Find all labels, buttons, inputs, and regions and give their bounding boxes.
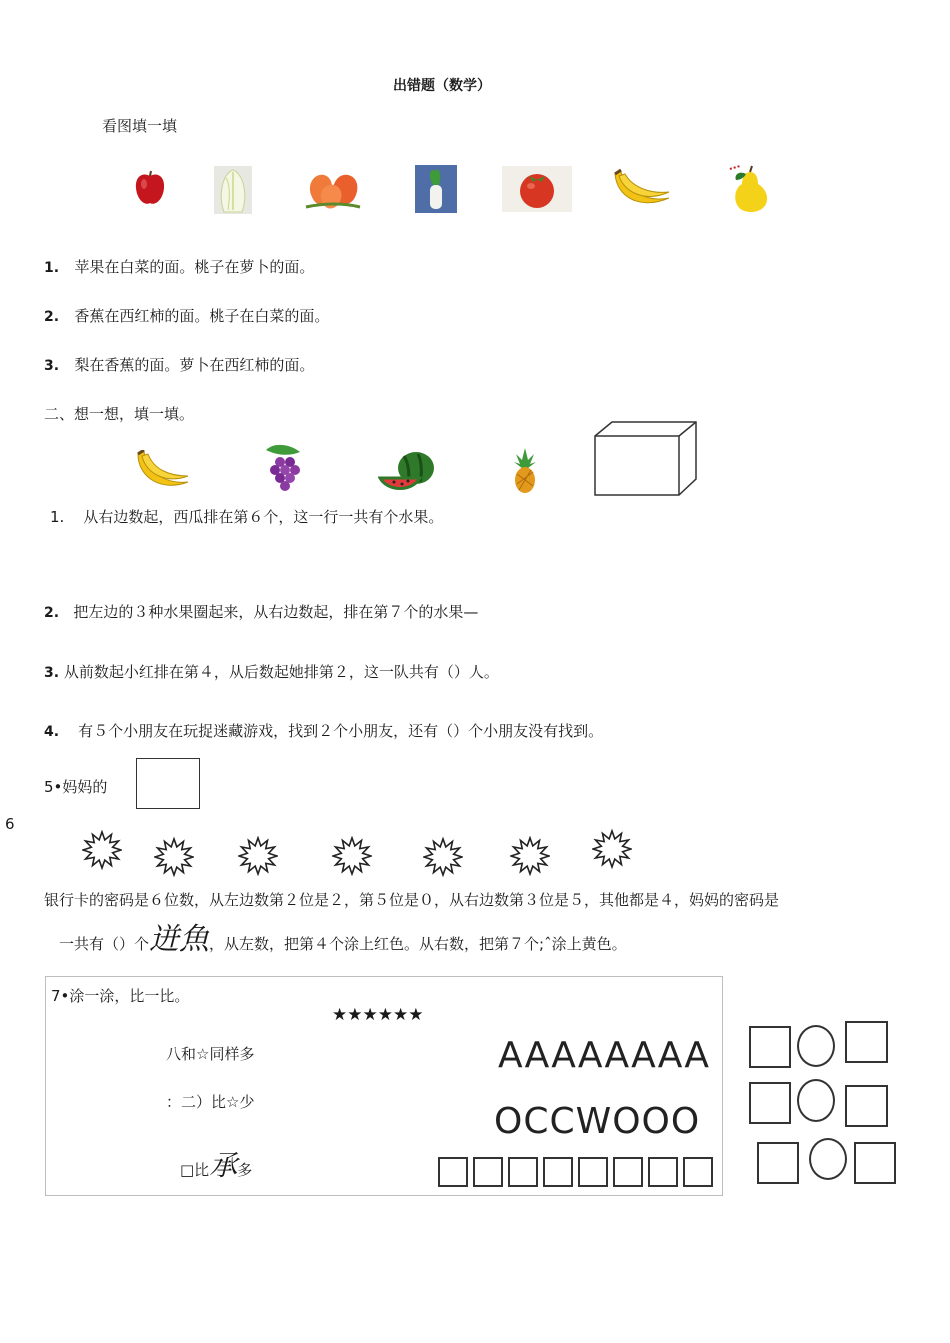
s2-q4: 4. 有５个小朋友在玩捉迷藏游戏，找到２个小朋友，还有（）个小朋友没有找到。 [44,722,604,740]
answer-box[interactable] [136,758,200,809]
grapes-image [260,442,314,496]
circle-shape [797,1079,835,1122]
section7-box [45,976,723,1196]
starburst-icon [332,836,372,880]
section7-heading: 7•涂一涂，比一比。 [51,987,190,1005]
s2-q6-line: 一共有（）个迸魚，从左数，把第４个涂上红色。从右数，把第７个;ˆ涂上黄色。 [59,922,627,957]
answer-square[interactable] [683,1157,713,1187]
answer-square[interactable] [473,1157,503,1187]
apple-image [133,170,167,212]
starburst-icon [592,829,632,873]
s7-line1: 八和☆同样多 [166,1045,255,1063]
answer-square[interactable] [613,1157,643,1187]
square-shape [854,1142,896,1184]
letters-row-a: AAAAAAAA [498,1035,711,1076]
square-shape [845,1021,888,1063]
answer-square[interactable] [578,1157,608,1187]
s2-q3: 3. 从前数起小红排在第４，从后数起她排第２，这一队共有（）人。 [44,663,499,681]
s2-q5-line: 银行卡的密码是６位数，从左边数第２位是２，第５位是０，从右边数第３位是５，其他都是４，妈妈的密码是 [44,891,780,909]
answer-square[interactable] [508,1157,538,1187]
banana-image [134,450,190,498]
margin-number: 6 [5,815,15,833]
starburst-icon [423,837,463,881]
answer-square[interactable] [648,1157,678,1187]
square-shape [749,1082,791,1124]
s2-q1: 1. 从右边数起，西瓜排在第６个，这一行一共有个水果。 [50,508,444,526]
section2-heading: 二、想一想，填一填。 [44,405,195,423]
answer-square[interactable] [543,1157,573,1187]
section1-heading: 看图填一填 [102,117,178,135]
cabbage-image [214,166,252,218]
square-shape [845,1085,888,1127]
watermelon-image [378,448,438,498]
circle-shape [809,1138,847,1180]
s7-line3: □比承多 [180,1149,253,1182]
answer-square[interactable] [438,1157,468,1187]
s1-item-3: 3. 梨在香蕉的面。萝卜在西红柿的面。 [44,356,315,374]
fish-glyph: 迸魚 [149,922,210,957]
box-image [594,421,698,501]
page-title: 出错题（数学） [393,78,491,94]
glyph-cheng: 承 [209,1149,238,1182]
square-shape [749,1026,791,1068]
tomato-image [502,166,572,216]
circle-shape [797,1025,835,1067]
pear-image [728,164,770,218]
s7-line2: ：二）比☆少 [166,1093,255,1111]
pineapple-image [510,448,540,498]
letters-row-o: OCCWOOO [494,1101,701,1142]
s2-q5-label: 5•妈妈的 [44,778,108,796]
square-shape [757,1142,799,1184]
banana-image [611,168,673,216]
starburst-icon [82,830,122,874]
radish-image [415,165,457,217]
s1-item-2: 2. 香蕉在西红柿的面。桃子在白菜的面。 [44,307,330,325]
s1-item-1: 1. 苹果在白菜的面。桃子在萝卜的面。 [44,258,315,276]
starburst-icon [154,837,194,881]
peach-image [304,167,362,215]
starburst-icon [238,836,278,880]
s2-q2: 2. 把左边的３种水果圈起来，从右边数起，排在第７个的水果— [44,603,479,621]
stars-row: ★★★★★★ [332,1005,424,1025]
starburst-icon [510,836,550,880]
